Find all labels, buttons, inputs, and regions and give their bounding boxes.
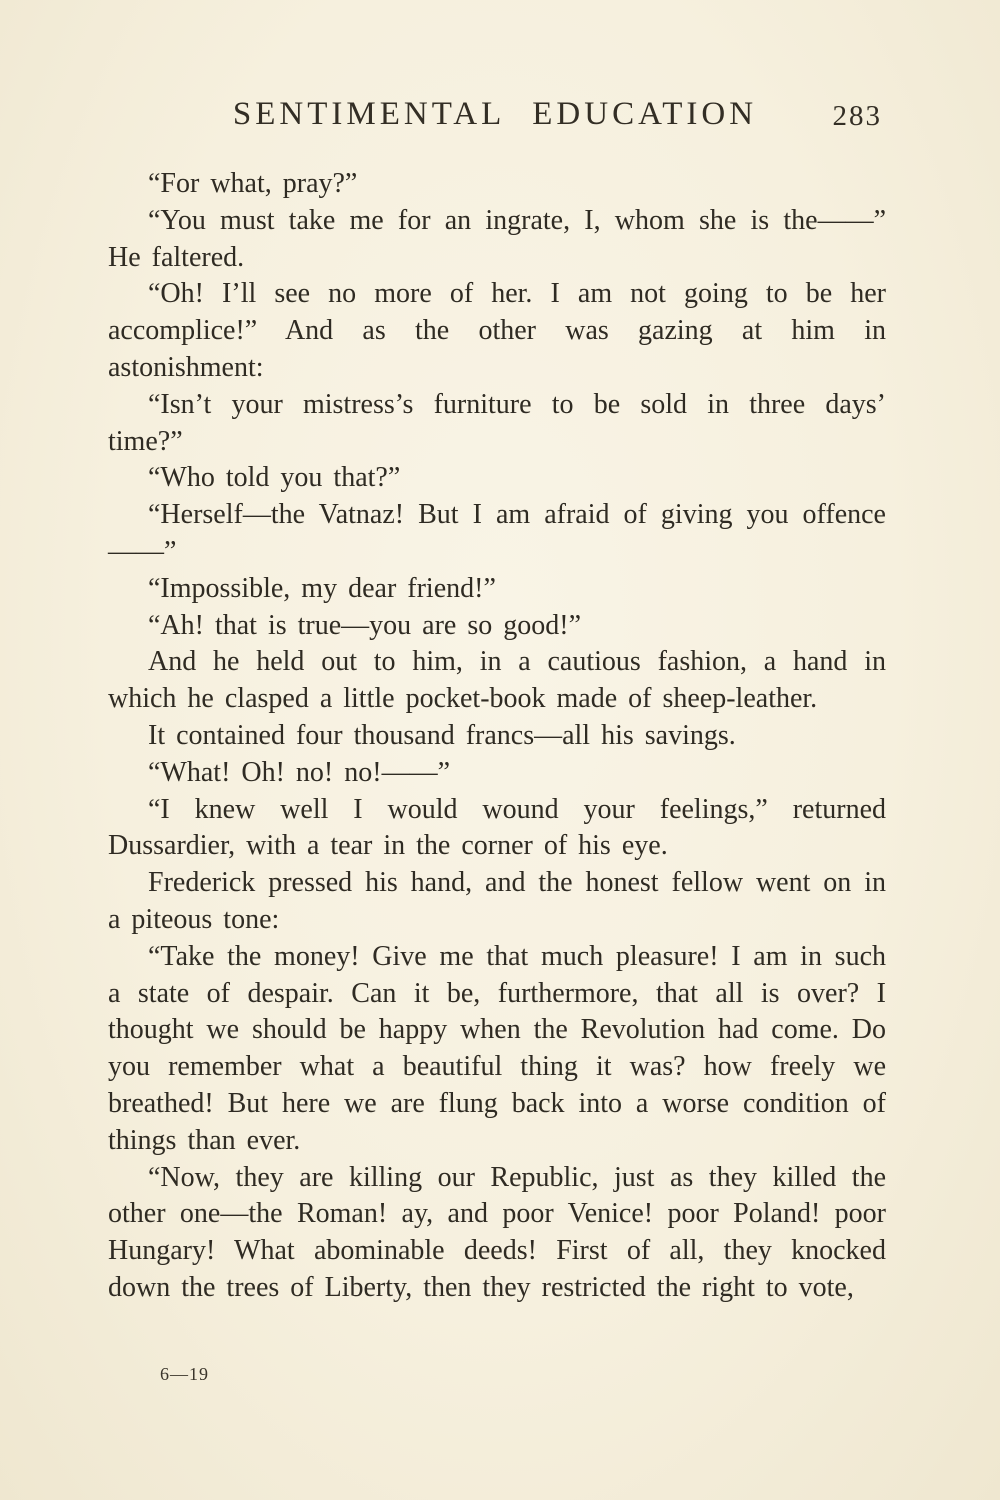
paragraph: “What! Oh! no! no!——” bbox=[148, 756, 451, 788]
signature-mark: 6—19 bbox=[160, 1364, 209, 1384]
paragraph: “Oh! I’ll see no more of her. I am not going to be her accomplice!” And as the other was gazing at him in astonishment: bbox=[108, 278, 886, 383]
paragraph: “Now, they are killing our Republic, just as they killed the other one—the Roman! ay, and poor Venice! poor Poland! poor Hungary! What abominable deeds! First of all, they knocked down the trees of Liberty, then they restricted the right to vote, bbox=[108, 1161, 886, 1303]
page-number: 283 bbox=[832, 100, 882, 132]
paragraph: “Impossible, my dear friend!” bbox=[148, 572, 496, 604]
paragraph: Frederick pressed his hand, and the honest fellow went on in a piteous tone: bbox=[108, 867, 886, 935]
paragraph: “For what, pray?” bbox=[148, 168, 358, 199]
paragraph: “You must take me for an ingrate, I, whom she is the——” He faltered. bbox=[108, 204, 886, 273]
page-title: SENTIMENTAL EDUCATION bbox=[232, 96, 758, 132]
paragraph: “Who told you that?” bbox=[148, 462, 401, 494]
running-header bbox=[108, 96, 882, 133]
paragraph: “Take the money! Give me that much pleasure! I am in such a state of despair. Can it be, furthermore, that all is over? I thought we should be happy when the Revolution had come. Do you remember what a beautiful thing it was? how freely we breathed! But here we are flung back into a worse condition of things than ever. bbox=[108, 940, 886, 1156]
paragraph: “I knew well I would wound your feelings,” returned Dussardier, with a tear in the corner of his eye. bbox=[108, 793, 886, 862]
page-body bbox=[108, 166, 886, 1307]
paragraph: “Ah! that is true—you are so good!” bbox=[148, 609, 581, 641]
paragraph: And he held out to him, in a cautious fashion, a hand in which he clasped a little pocket-book made of sheep-leather. bbox=[108, 646, 886, 715]
paragraph: It contained four thousand francs—all his savings. bbox=[148, 719, 736, 751]
paragraph: “Isn’t your mistress’s furniture to be sold in three days’ time?” bbox=[108, 388, 886, 457]
paragraph: “Herself—the Vatnaz! But I am afraid of giving you offence——” bbox=[108, 499, 886, 567]
